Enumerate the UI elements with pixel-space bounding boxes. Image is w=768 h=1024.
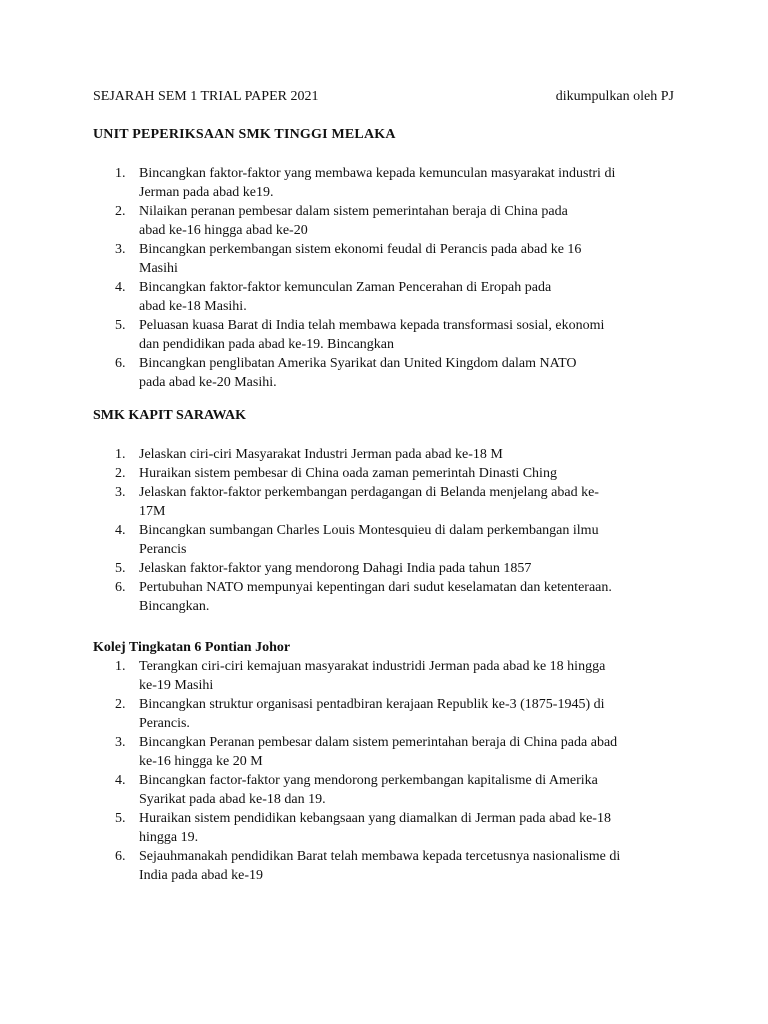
list-item: 4. Bincangkan faktor-faktor kemunculan Zaman Pencerahan di Eropah pada abad ke-18 Masihi. (115, 280, 552, 314)
section-title-smk-tinggi-melaka: UNIT PEPERIKSAAN SMK TINGGI MELAKA (93, 127, 396, 142)
document-header (93, 87, 674, 106)
list-item: 5. Peluasan kuasa Barat di India telah membawa kepada transformasi sosial, ekonomi dan pendidikan pada abad ke-19. Bincangkan (115, 318, 605, 352)
list-item: 6. Sejauhmanakah pendidikan Barat telah membawa kepada tercetusnya nasionalisme di India pada abad ke-19 (115, 849, 621, 883)
section-title-kolej-tingkatan-6-pontian-johor: Kolej Tingkatan 6 Pontian Johor (93, 640, 291, 655)
list-item: 3. Bincangkan Peranan pembesar dalam sistem pemerintahan beraja di China pada abad ke-16 hingga ke 20 M (115, 735, 618, 769)
list-item: 6. Bincangkan penglibatan Amerika Syarikat dan United Kingdom dalam NATO pada abad ke-20 Masihi. (115, 356, 577, 390)
header-title: SEJARAH SEM 1 TRIAL PAPER 2021 (93, 89, 319, 104)
section-title-smk-kapit-sarawak: SMK KAPIT SARAWAK (93, 408, 246, 423)
question-list-smk-kapit-sarawak (93, 445, 674, 616)
list-item: 5. Jelaskan faktor-faktor yang mendorong Dahagi India pada tahun 1857 (115, 561, 532, 576)
list-item: 2. Huraikan sistem pembesar di China oada zaman pemerintah Dinasti Ching (115, 466, 557, 481)
list-item: 6. Pertubuhan NATO mempunyai kepentingan dari sudut keselamatan dan ketenteraan. Bincangkan. (115, 580, 612, 614)
list-item: 4. Bincangkan sumbangan Charles Louis Montesquieu di dalam perkembangan ilmu Perancis (115, 523, 599, 557)
list-item: 1. Bincangkan faktor-faktor yang membawa kepada kemunculan masyarakat industri di Jerman pada abad ke19. (115, 166, 616, 200)
question-list-smk-tinggi-melaka (93, 164, 674, 392)
list-item: 4. Bincangkan factor-faktor yang mendorong perkembangan kapitalisme di Amerika Syarikat pada abad ke-18 dan 19. (115, 773, 598, 807)
list-item: 3. Jelaskan faktor-faktor perkembangan perdagangan di Belanda menjelang abad ke- 17M (115, 485, 599, 519)
list-item: 1. Terangkan ciri-ciri kemajuan masyarakat industridi Jerman pada abad ke 18 hingga ke-19 Masihi (115, 659, 606, 693)
list-item: 5. Huraikan sistem pendidikan kebangsaan yang diamalkan di Jerman pada abad ke-18 hingga 19. (115, 811, 611, 845)
list-item: 2. Bincangkan struktur organisasi pentadbiran kerajaan Republik ke-3 (1875-1945) di Perancis. (115, 697, 605, 731)
header-collector-note: dikumpulkan oleh PJ (555, 89, 674, 104)
question-list-kolej-tingkatan-6-pontian-johor (93, 657, 674, 885)
list-item: 2. Nilaikan peranan pembesar dalam sistem pemerintahan beraja di China pada abad ke-16 hingga abad ke-20 (115, 204, 568, 238)
list-item: 3. Bincangkan perkembangan sistem ekonomi feudal di Perancis pada abad ke 16 Masihi (115, 242, 582, 276)
list-item: 1. Jelaskan ciri-ciri Masyarakat Industri Jerman pada abad ke-18 M (115, 447, 503, 462)
